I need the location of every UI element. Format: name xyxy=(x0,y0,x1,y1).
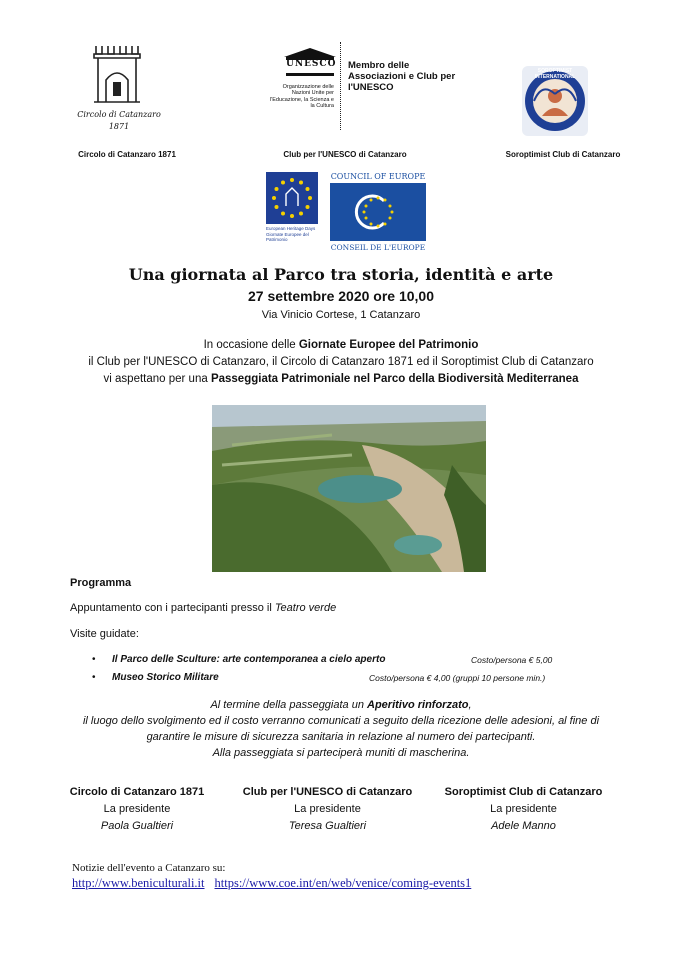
signature-org: Soroptimist Club di Catanzaro xyxy=(444,786,603,798)
notes-line1-prefix: Al termine della passeggiata un xyxy=(210,699,368,711)
visit-cost: Costo/persona € 4,00 (gruppi 10 persone min.) xyxy=(369,673,546,683)
visit-cost: Costo/persona € 5,00 xyxy=(471,655,553,665)
intro-line2: il Club per l'UNESCO di Catanzaro, il Circolo di Catanzaro 1871 ed il Soroptimist Club di Catanzaro xyxy=(88,356,594,368)
visit-title: Museo Storico Militare xyxy=(112,672,219,683)
meeting-place: Teatro verde xyxy=(274,602,337,614)
caption-unesco: Club per l'UNESCO di Catanzaro xyxy=(283,150,407,159)
coe-top-text: COUNCIL OF EUROPE xyxy=(330,172,426,181)
notes-line3: garantire le misure di sicurezza sanitaria in relazione al numero dei partecipanti. xyxy=(146,731,536,743)
notes-line1-suffix: , xyxy=(468,699,472,711)
unesco-logo xyxy=(268,40,458,135)
soroptimist-logo-text: SOROPTIMIST INTERNATIONAL xyxy=(534,68,576,80)
meeting-prefix: Appuntamento con i partecipanti presso il xyxy=(70,602,275,614)
link-beniculturali[interactable]: http://www.beniculturali.it xyxy=(72,876,205,890)
visit-title: Il Parco delle Sculture: arte contemporanea a cielo aperto xyxy=(112,654,386,665)
signature-soroptimist xyxy=(436,784,611,835)
coe-flag xyxy=(330,183,426,241)
intro-line1-prefix: In occasione delle xyxy=(203,339,299,351)
link-coe-events[interactable]: https://www.coe.int/en/web/venice/coming-events1 xyxy=(214,876,472,890)
circolo-logo xyxy=(77,40,161,132)
program-heading: Programma xyxy=(70,577,132,589)
signature-unesco xyxy=(235,784,420,835)
coe-bottom-text: CONSEIL DE L'EUROPE xyxy=(330,243,426,252)
event-date: 27 settembre 2020 ore 10,00 xyxy=(247,288,434,304)
park-photo xyxy=(212,405,486,572)
circolo-logo-text: Circolo di Catanzaro xyxy=(77,110,161,119)
circolo-logo-year: 1871 xyxy=(108,122,130,131)
list-item xyxy=(92,654,592,672)
caption-soroptimist: Soroptimist Club di Catanzaro xyxy=(505,150,621,159)
unesco-member-text: Membro delle Associazioni e Club per l'UNESCO xyxy=(348,60,456,93)
unesco-divider xyxy=(340,42,341,130)
european-heritage-days-logo xyxy=(266,172,318,224)
event-notes xyxy=(0,697,682,761)
footer-links xyxy=(72,876,481,891)
signature-circolo xyxy=(52,784,222,835)
signature-role: La presidente xyxy=(103,803,171,815)
soroptimist-logo xyxy=(520,64,590,138)
visits-label: Visite guidate: xyxy=(70,628,139,640)
unesco-org-text: Organizzazione delle Nazioni Unite per l'Educazione, la Scienza e la Cultura xyxy=(269,84,334,110)
footer-label: Notizie dell'evento a Catanzaro su: xyxy=(72,862,226,874)
signature-role: La presidente xyxy=(490,803,557,815)
list-item xyxy=(92,672,592,690)
intro-text xyxy=(0,337,682,388)
notes-line4: Alla passeggiata si parteciperà muniti di mascherina. xyxy=(212,747,470,759)
eu-stars-icon xyxy=(266,172,318,224)
intro-line3-prefix: vi aspettano per una xyxy=(103,373,211,385)
caption-circolo: Circolo di Catanzaro 1871 xyxy=(78,150,176,159)
signature-org: Circolo di Catanzaro 1871 xyxy=(69,786,205,798)
event-title: Una giornata al Parco tra storia, identità e arte xyxy=(128,265,554,284)
event-address: Via Vinicio Cortese, 1 Catanzaro xyxy=(261,309,421,321)
meeting-line xyxy=(70,602,336,614)
signature-name: Adele Manno xyxy=(491,820,556,832)
intro-line3-bold: Passeggiata Patrimoniale nel Parco della Biodiversità Mediterranea xyxy=(210,373,579,385)
bullet-icon: • xyxy=(92,654,96,665)
council-of-europe-logos xyxy=(266,172,430,254)
notes-line2: il luogo dello svolgimento ed il costo verranno comunicati a seguito della ricezione delle adesioni, al fine di xyxy=(82,715,600,727)
bullet-icon: • xyxy=(92,672,96,683)
coe-emblem-icon xyxy=(330,183,426,241)
unesco-logo-letters: UNESCO xyxy=(286,59,337,69)
visits-list xyxy=(92,654,592,690)
signature-org: Club per l'UNESCO di Catanzaro xyxy=(242,786,413,798)
signature-name: Teresa Gualtieri xyxy=(288,820,367,832)
signature-name: Paola Gualtieri xyxy=(100,820,174,832)
intro-line1-bold: Giornate Europee del Patrimonio xyxy=(298,339,479,351)
notes-line1-bold: Aperitivo rinforzato xyxy=(367,699,469,711)
heritage-days-text: European Heritage Days Giornate Europee del Patrimonio xyxy=(266,226,316,242)
signature-role: La presidente xyxy=(294,803,361,815)
